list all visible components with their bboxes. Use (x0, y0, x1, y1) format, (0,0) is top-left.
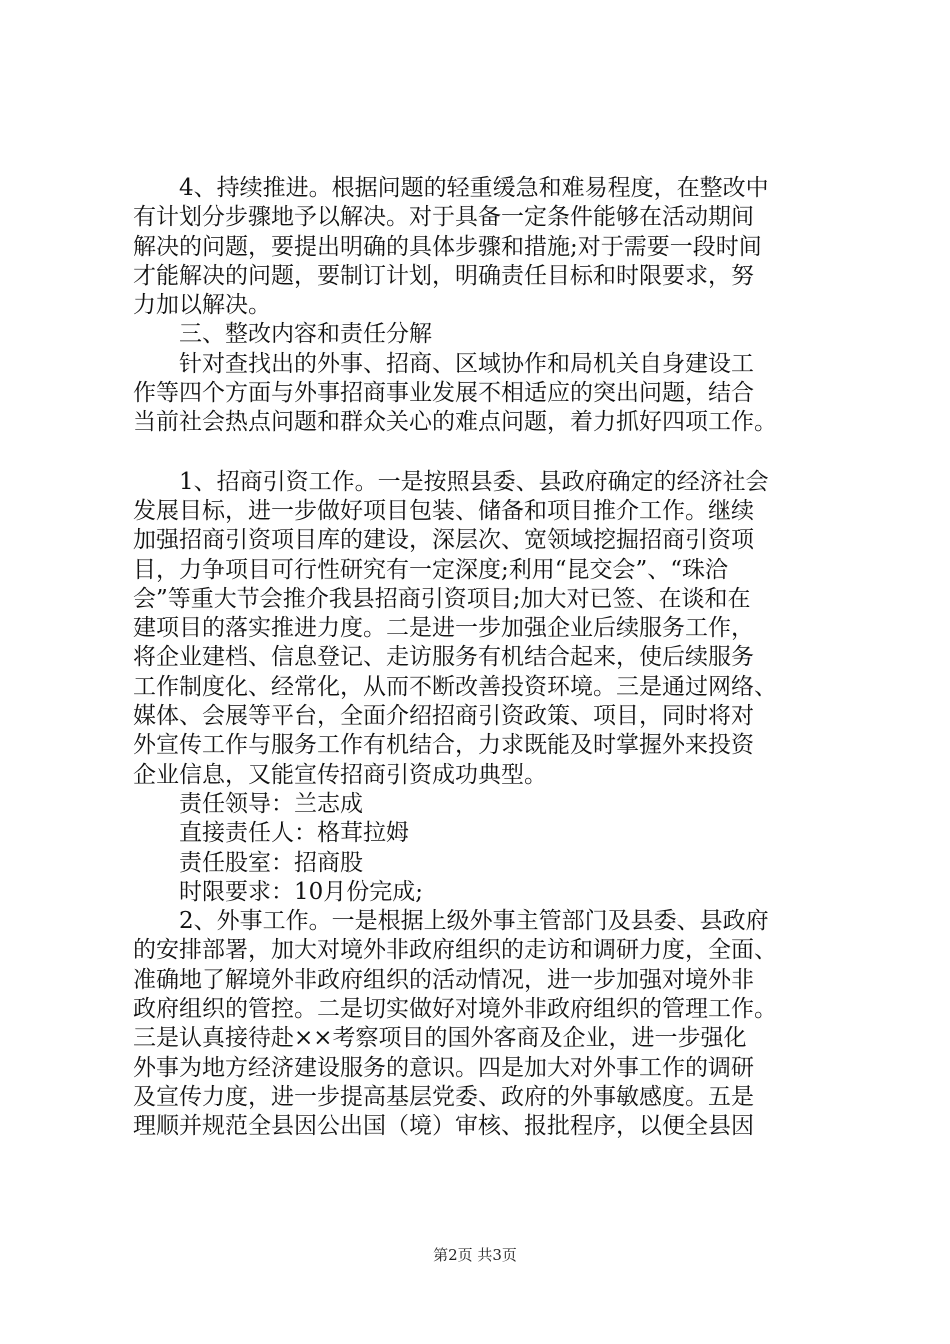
deadline-requirement: 时限要求：10月份完成; (179, 878, 424, 905)
item-1-line: 加强招商引资项目库的建设，深层次、宽领域挖掘招商引资项 (133, 527, 754, 554)
item-1-line: 将企业建档、信息登记、走访服务有机结合起来，使后续服务 (133, 644, 754, 671)
item-2-line: 三是认真接待赴××考察项目的国外客商及企业，进一步强化 (133, 1025, 747, 1052)
responsible-office: 责任股室：招商股 (179, 849, 363, 876)
item-1-line: 目，力争项目可行性研究有一定深度;利用“昆交会”、“珠洽 (133, 556, 729, 583)
item-1-line: 外宣传工作与服务工作有机结合，力求既能及时掌握外来投资 (133, 732, 754, 759)
item-1-line: 发展目标，进一步做好项目包装、储备和项目推介工作。继续 (133, 497, 754, 524)
section-3-intro-line: 作等四个方面与外事招商事业发展不相适应的突出问题，结合 (133, 380, 754, 407)
item-1-line: 1、招商引资工作。一是按照县委、县政府确定的经济社会 (179, 468, 769, 495)
item-1-line: 企业信息，又能宣传招商引资成功典型。 (133, 761, 547, 788)
document-body (133, 174, 843, 1142)
item-2-line: 及宣传力度，进一步提高基层党委、政府的外事敏感度。五是 (133, 1083, 754, 1110)
item-1-line: 媒体、会展等平台，全面介绍招商引资政策、项目，同时将对 (133, 703, 754, 730)
item-2-line: 准确地了解境外非政府组织的活动情况，进一步加强对境外非 (133, 966, 754, 993)
section-3-heading: 三、整改内容和责任分解 (179, 321, 432, 348)
page-footer: 第2页 共3页 (433, 1246, 517, 1264)
section-3-intro-line: 当前社会热点问题和群众关心的难点问题，着力抓好四项工作。 (133, 409, 777, 436)
responsible-leader: 责任领导：兰志成 (179, 790, 363, 817)
direct-responsible-person: 直接责任人：格茸拉姆 (179, 820, 409, 847)
item-2-line: 政府组织的管控。二是切实做好对境外非政府组织的管理工作。 (133, 996, 777, 1023)
item-1-line: 会”等重大节会推介我县招商引资项目;加大对已签、在谈和在 (133, 585, 751, 612)
section-3-intro-line: 针对查找出的外事、招商、区域协作和局机关自身建设工 (179, 350, 754, 377)
item-1-line: 工作制度化、经常化，从而不断改善投资环境。三是通过网络、 (133, 673, 777, 700)
item-2-line: 理顺并规范全县因公出国（境）审核、报批程序，以便全县因 (133, 1113, 754, 1140)
para-4-line: 才能解决的问题，要制订计划，明确责任目标和时限要求，努 (133, 262, 754, 289)
item-1-line: 建项目的落实推进力度。二是进一步加强企业后续服务工作， (133, 615, 754, 642)
para-4-line: 4、持续推进。根据问题的轻重缓急和难易程度，在整改中 (179, 175, 769, 201)
para-4-line: 力加以解决。 (133, 292, 271, 319)
paragraph-gap (133, 438, 843, 468)
para-4-line: 解决的问题，要提出明确的具体步骤和措施;对于需要一段时间 (133, 233, 762, 260)
para-4-line: 有计划分步骤地予以解决。对于具备一定条件能够在活动期间 (133, 204, 754, 231)
item-2-line: 2、外事工作。一是根据上级外事主管部门及县委、县政府 (179, 908, 769, 935)
item-2-line: 外事为地方经济建设服务的意识。四是加大对外事工作的调研 (133, 1054, 754, 1081)
item-2-line: 的安排部署，加大对境外非政府组织的走访和调研力度，全面、 (133, 937, 777, 964)
